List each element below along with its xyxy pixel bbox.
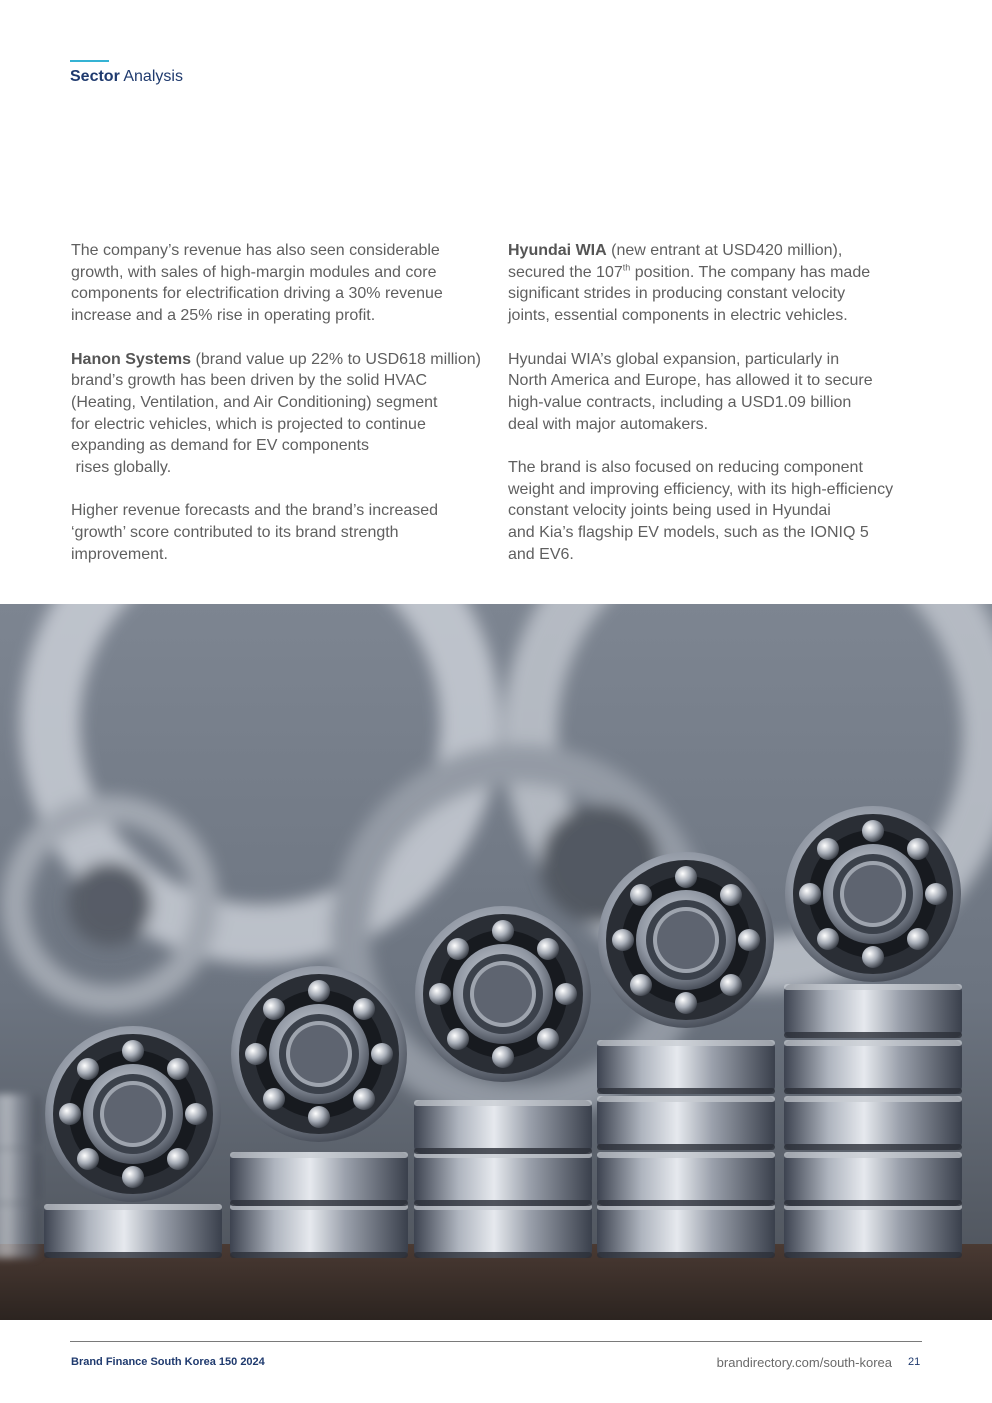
text-fragment: (new entrant at USD420 million), [606, 242, 843, 259]
forecast-paragraph [71, 500, 491, 565]
publication-title: Brand Finance South Korea 150 2024 [71, 1356, 265, 1368]
hanon-paragraph [71, 349, 491, 479]
text-line: growth, with sales of high-margin modules and core [71, 263, 437, 281]
text-fragment: (brand value up 22% to USD618 million) [191, 350, 481, 368]
bearing-stack-3 [414, 1100, 592, 1258]
text-line: North America and Europe, has allowed it to secure [508, 372, 873, 390]
expansion-paragraph [508, 349, 928, 436]
text-line: The brand is also focused on reducing component [508, 459, 863, 476]
section-title-bold: Sector [70, 68, 120, 85]
text-line [71, 349, 491, 371]
text-line: rises globally. [71, 459, 172, 477]
text-line: Hyundai WIA’s global expansion, particularly in [508, 350, 840, 368]
section-title [70, 68, 183, 86]
website-link[interactable]: brandirectory.com/south-korea [716, 1355, 892, 1370]
text-line: and EV6. [508, 545, 574, 563]
revenue-paragraph [71, 240, 491, 327]
ordinal-suffix: th [622, 262, 631, 273]
footer-rule [70, 1341, 922, 1342]
bearing-stack-4 [597, 1040, 775, 1258]
header-accent-rule [70, 60, 109, 62]
right-column [508, 240, 928, 587]
text-line [508, 240, 928, 262]
text-line: and Kia’s flagship EV models, such as the IONIQ 5 [508, 524, 869, 542]
text-line: The company’s revenue has also seen considerable [71, 242, 440, 259]
hyundai-wia-paragraph [508, 240, 928, 327]
text-fragment: position. The company has made [630, 263, 871, 281]
text-line: weight and improving efficiency, with its high-efficiency [508, 480, 894, 498]
text-line: for electric vehicles, which is projected to continue [71, 415, 426, 433]
ball-bearings-photo [0, 604, 992, 1320]
text-line: deal with major automakers. [508, 415, 709, 433]
ball-bearings-illustration [0, 604, 992, 1320]
text-line: Higher revenue forecasts and the brand’s increased [71, 502, 439, 520]
bearing-stack-1 [44, 1204, 222, 1258]
text-line: ‘growth’ score contributed to its brand strength [71, 524, 399, 542]
text-line: (Heating, Ventilation, and Air Conditioning) segment [71, 393, 438, 411]
efficiency-paragraph [508, 457, 928, 566]
bearing-stack-2 [230, 1152, 408, 1258]
text-line: increase and a 25% rise in operating profit. [71, 307, 376, 325]
text-line: brand’s growth has been driven by the solid HVAC [71, 372, 428, 390]
text-line: constant velocity joints being used in Hyundai [508, 502, 831, 520]
text-line: expanding as demand for EV components [71, 437, 369, 455]
page-number: 21 [908, 1356, 921, 1368]
brand-name-hanon: Hanon Systems [71, 350, 192, 368]
section-title-rest: Analysis [119, 68, 183, 85]
text-fragment: secured the 107 [508, 263, 623, 281]
text-line: components for electrification driving a 30% revenue [71, 285, 443, 303]
bearing-stack-5 [784, 984, 962, 1258]
text-line [508, 262, 928, 284]
brand-name-hyundai-wia: Hyundai WIA [508, 242, 607, 259]
text-line: joints, essential components in electric vehicles. [508, 307, 848, 325]
text-line: improvement. [71, 545, 168, 563]
left-column [71, 240, 491, 587]
text-line: significant strides in producing constant velocity [508, 285, 846, 303]
text-line: high-value contracts, including a USD1.09 billion [508, 393, 852, 411]
